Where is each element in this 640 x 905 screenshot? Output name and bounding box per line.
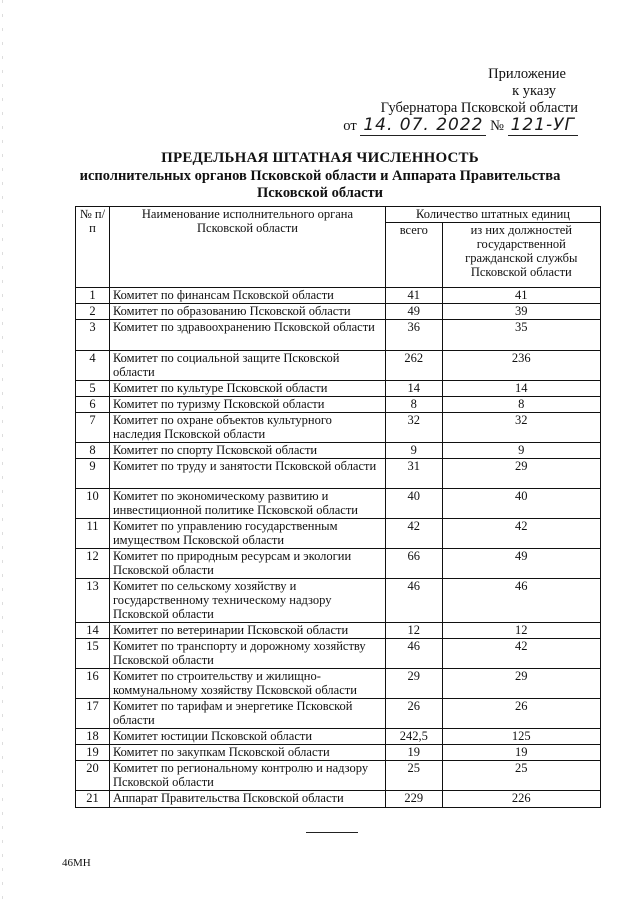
row-civil: 46 [442,579,600,623]
row-civil: 19 [442,745,600,761]
table-row [76,761,601,791]
table-row [76,519,601,549]
row-number: 6 [76,397,110,413]
row-total: 66 [386,549,443,579]
row-number: 11 [76,519,110,549]
row-name: Комитет по ветеринарии Псковской области [109,623,385,639]
row-number: 21 [76,791,110,808]
row-civil: 41 [442,288,600,304]
table-row [76,459,601,489]
table-row [76,729,601,745]
row-civil: 9 [442,443,600,459]
row-number: 20 [76,761,110,791]
document-code: 46МН [62,857,91,869]
row-number: 1 [76,288,110,304]
row-name: Комитет по экономическому развитию и инвестиционной политике Псковской области [109,489,385,519]
row-total: 49 [386,304,443,320]
header-name: Наименование исполнительного органа Псковской области [109,207,385,288]
row-name: Комитет по культуре Псковской области [109,381,385,397]
from-label: от [343,118,357,134]
row-name: Комитет по сельскому хозяйству и государственному техническому надзору Псковской области [109,579,385,623]
row-total: 46 [386,639,443,669]
row-number: 18 [76,729,110,745]
row-number: 17 [76,699,110,729]
row-name: Комитет юстиции Псковской области [109,729,385,745]
table-row [76,397,601,413]
row-total: 31 [386,459,443,489]
row-number: 7 [76,413,110,443]
appendix-label: Приложение [488,66,566,82]
table-row [76,639,601,669]
row-total: 19 [386,745,443,761]
header-civil: из них должностей государственной гражданской службы Псковской области [442,223,600,288]
row-civil: 12 [442,623,600,639]
row-civil: 42 [442,519,600,549]
row-total: 26 [386,699,443,729]
row-name: Комитет по туризму Псковской области [109,397,385,413]
row-name: Комитет по природным ресурсам и экологии Псковской области [109,549,385,579]
table-row [76,304,601,320]
row-total: 242,5 [386,729,443,745]
governor-label: Губернатора Псковской области [380,100,578,116]
row-name: Комитет по управлению государственным имуществом Псковской области [109,519,385,549]
row-total: 36 [386,320,443,351]
row-total: 46 [386,579,443,623]
scan-edge-artifact [2,0,3,905]
row-name: Комитет по охране объектов культурного наследия Псковской области [109,413,385,443]
row-civil: 40 [442,489,600,519]
row-number: 2 [76,304,110,320]
row-civil: 26 [442,699,600,729]
header-total: всего [386,223,443,288]
row-civil: 14 [442,381,600,397]
row-name: Комитет по социальной защите Псковской области [109,351,385,381]
row-civil: 25 [442,761,600,791]
document-title: ПРЕДЕЛЬНАЯ ШТАТНАЯ ЧИСЛЕННОСТЬ [161,150,479,166]
row-total: 42 [386,519,443,549]
row-number: 10 [76,489,110,519]
handwritten-number: 121-УГ [508,115,578,136]
row-number: 5 [76,381,110,397]
table-row [76,791,601,808]
table-row [76,381,601,397]
table-row [76,745,601,761]
table-header-row [76,207,601,223]
appendix-header [343,66,578,135]
table-row [76,288,601,304]
row-civil: 49 [442,549,600,579]
row-civil: 226 [442,791,600,808]
row-civil: 42 [442,639,600,669]
document-subtitle-line1: исполнительных органов Псковской области и Аппарата Правительства [79,168,561,184]
row-civil: 29 [442,669,600,699]
table-row [76,579,601,623]
row-name: Комитет по транспорту и дорожному хозяйству Псковской области [109,639,385,669]
row-name: Комитет по образованию Псковской области [109,304,385,320]
row-total: 12 [386,623,443,639]
row-name: Комитет по здравоохранению Псковской области [109,320,385,351]
row-civil: 29 [442,459,600,489]
row-name: Аппарат Правительства Псковской области [109,791,385,808]
row-number: 12 [76,549,110,579]
row-total: 14 [386,381,443,397]
table-row [76,351,601,381]
table-row [76,320,601,351]
table-row [76,623,601,639]
document-subtitle-line2: Псковской области [256,185,384,201]
row-total: 32 [386,413,443,443]
row-civil: 236 [442,351,600,381]
table-body [76,288,601,808]
row-total: 8 [386,397,443,413]
table-row [76,549,601,579]
row-name: Комитет по закупкам Псковской области [109,745,385,761]
table-row [76,443,601,459]
row-total: 262 [386,351,443,381]
row-civil: 32 [442,413,600,443]
row-name: Комитет по региональному контролю и надзору Псковской области [109,761,385,791]
row-name: Комитет по тарифам и энергетике Псковской области [109,699,385,729]
row-number: 14 [76,623,110,639]
header-count: Количество штатных единиц [386,207,601,223]
row-number: 8 [76,443,110,459]
row-name: Комитет по спорту Псковской области [109,443,385,459]
table-row [76,489,601,519]
row-number: 19 [76,745,110,761]
handwritten-date: 14. 07. 2022 [360,115,486,136]
row-number: 16 [76,669,110,699]
row-total: 229 [386,791,443,808]
row-total: 40 [386,489,443,519]
row-name: Комитет по финансам Псковской области [109,288,385,304]
row-name: Комитет по строительству и жилищно-коммунальному хозяйству Псковской области [109,669,385,699]
staff-table [75,206,601,808]
row-total: 25 [386,761,443,791]
number-sign: № [490,118,504,134]
row-total: 29 [386,669,443,699]
row-total: 9 [386,443,443,459]
header-num: № п/п [76,207,110,288]
table-row [76,669,601,699]
row-name: Комитет по труду и занятости Псковской области [109,459,385,489]
row-number: 13 [76,579,110,623]
table-row [76,699,601,729]
row-total: 41 [386,288,443,304]
row-civil: 39 [442,304,600,320]
decree-date-number-line [343,117,578,135]
row-number: 3 [76,320,110,351]
to-decree-label: к указу [512,83,556,99]
row-number: 15 [76,639,110,669]
row-number: 9 [76,459,110,489]
row-civil: 8 [442,397,600,413]
row-civil: 125 [442,729,600,745]
table-row [76,413,601,443]
row-civil: 35 [442,320,600,351]
row-number: 4 [76,351,110,381]
end-divider [306,832,358,833]
